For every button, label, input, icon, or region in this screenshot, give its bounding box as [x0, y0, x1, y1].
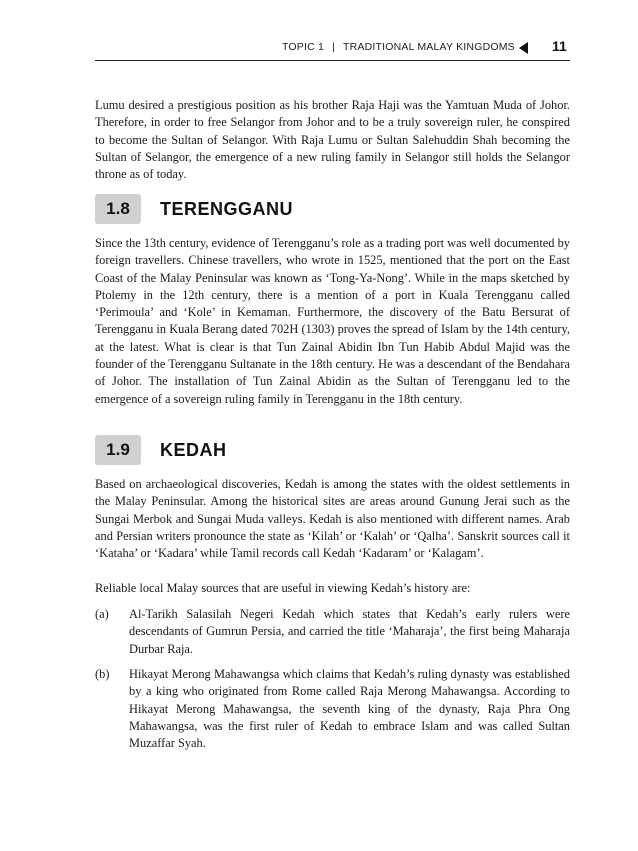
list-marker: (b) [95, 667, 110, 681]
section-number: 1.9 [95, 435, 141, 465]
kedah-paragraph: Based on archaeological discoveries, Kedah is among the states with the oldest settlements in the Malay Peninsular. Among the historical sites are areas around Gunung Jerai such as the Sungai Merbok and Sungai Muda valleys. Kedah is also mentioned with different names. Arab and Persian writers pronounce the state as ‘Kilah’ or ‘Kalah’ or ‘Qalha’. Sanskrit sources call it ‘Kataha’ or ‘Kadara’ while Tamil records call Kedah ‘Kadaram’ or ‘Kalagam’. [95, 477, 570, 561]
section-title: KEDAH [160, 440, 227, 460]
running-head: TOPIC 1 | TRADITIONAL MALAY KINGDOMS [282, 41, 515, 53]
triangle-left-icon [519, 42, 528, 54]
list-item-text: Hikayat Merong Mahawangsa which claims that Kedah’s ruling dynasty was established by a king who originated from Rome called Raja Merong Mahawangsa. According to Hikayat Merong Mahawangsa, the seventh king of the dynasty, Raja Phra Ong Mahawangsa, was the first ruler of Kedah to embrace Islam and was called Sultan Muzaffar Syah. [129, 667, 570, 751]
terengganu-paragraph: Since the 13th century, evidence of Terengganu’s role as a trading port was well documented by foreign travellers. Chinese travellers, who wrote in 1525, mentioned that the port on the East Coast of the Malay Peninsular was known as ‘Tong-Ya-Nong’. While in the maps sketched by Ptolemy in the 12th century, there is a mention of a port in Kuala Terengganu called ‘Perimoula’ and ‘Kole’ in Kemaman. Furthermore, the discovery of the Batu Bersurat of Terengganu in Kuala Berang dated 702H (1303) proves the spread of Islam by the 14th century, at the latest. What is clear is that Tun Zainal Abidin Ibn Tun Habib Abdul Majid was the founder of the Terengganu Sultanate in the 18th century. He was a descendant of the Bendahara of Johor. The installation of Tun Zainal Abidin as the Sultan of Terengganu led to the emergence of a sovereign ruling family in Terengganu in the 18th century. [95, 236, 570, 406]
topic-label: TOPIC 1 [282, 41, 325, 53]
intro-paragraph: Lumu desired a prestigious position as his brother Raja Haji was the Yamtuan Muda of Johor. Therefore, in order to free Selangor from Johor and to be a truly sovereign ruler, he conspired to become the Sultan of Selangor. With Raja Lumu or Sultan Salehuddin Shah becoming the Sultan of Selangor, the emergence of a new ruling family in Selangor still holds the Selangor throne as of today. [95, 98, 570, 182]
chapter-title: TRADITIONAL MALAY KINGDOMS [343, 41, 515, 53]
page-header [0, 38, 638, 60]
kedah-list-intro: Reliable local Malay sources that are useful in viewing Kedah’s history are: [95, 581, 471, 595]
header-rule [95, 60, 570, 61]
page-number: 11 [552, 38, 567, 54]
list-marker: (a) [95, 607, 109, 621]
list-item-text: Al-Tarikh Salasilah Negeri Kedah which states that Kedah’s early rulers were descendants of Gumrun Persia, and carried the title ‘Maharaja’, the first being Maharaja Durbar Raja. [129, 607, 570, 656]
section-number: 1.8 [95, 194, 141, 224]
section-title: TERENGGANU [160, 199, 294, 219]
